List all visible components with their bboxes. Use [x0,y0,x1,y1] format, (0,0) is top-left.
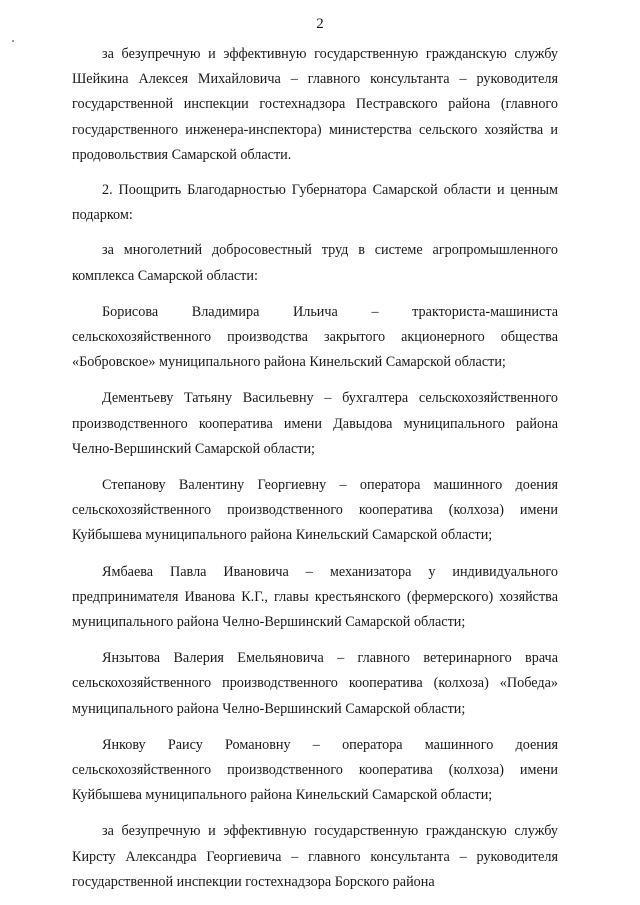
document-body [72,42,558,895]
paragraph-dementyeva: Дементьеву Татьяну Васильевну – бухгалтера сельскохозяйственного производственного кооператива имени Давыдова муниципального района Челно-Вершинский Самарской области; [72,390,558,457]
paragraph-yambaev: Ямбаева Павла Ивановича – механизатора у индивидуального предпринимателя Иванова К.Г., главы крестьянского (фермерского) хозяйства муниципального района Челно-Вершинский Самарской области; [72,563,558,631]
paragraph-long-service-heading: за многолетний добросовестный труд в системе агропромышленного комплекса Самарской области: [72,242,558,284]
paragraph-yankova: Янкову Раису Романовну – оператора машинного доения сельскохозяйственного производственного кооператива (колхоза) имени Куйбышева муниципального района Кинельский Самарской области; [72,736,558,804]
paragraph-stepanova: Степанову Валентину Георгиевну – оператора машинного доения сельскохозяйственного производственного кооператива (колхоза) имени Куйбышева муниципального района Кинельский Самарской области; [72,477,558,544]
paragraph-yanzytov: Янзытова Валерия Емельяновича – главного ветеринарного врача сельскохозяйственного производственного кооператива (колхоза) «Победа» муниципального района Челно-Вершинский Самарской области; [72,650,558,717]
scan-speck [12,40,14,42]
paragraph-service-sheikin: за безупречную и эффективную государственную гражданскую службу Шейкина Алексея Михайловича – главного консультанта – руководителя государственной инспекции гостехнадзора Пестравского района (главного государственного инженера-инспектора) министерства сельского хозяйства и продовольствия Самарской области. [72,46,558,163]
paragraph-service-kirstu: за безупречную и эффективную государственную гражданскую службу Кирсту Александра Георгиевича – главного консультанта – руководителя государственной инспекции гостехнадзора Борского района [72,823,558,890]
page-number: 2 [316,16,324,32]
paragraph-item-2-heading: 2. Поощрить Благодарностью Губернатора Самарской области и ценным подарком: [72,182,558,224]
paragraph-borisov: Борисова Владимира Ильича – тракториста-машиниста сельскохозяйственного производства закрытого акционерного общества «Бобровское» муниципального района Кинельский Самарской области; [72,303,558,371]
